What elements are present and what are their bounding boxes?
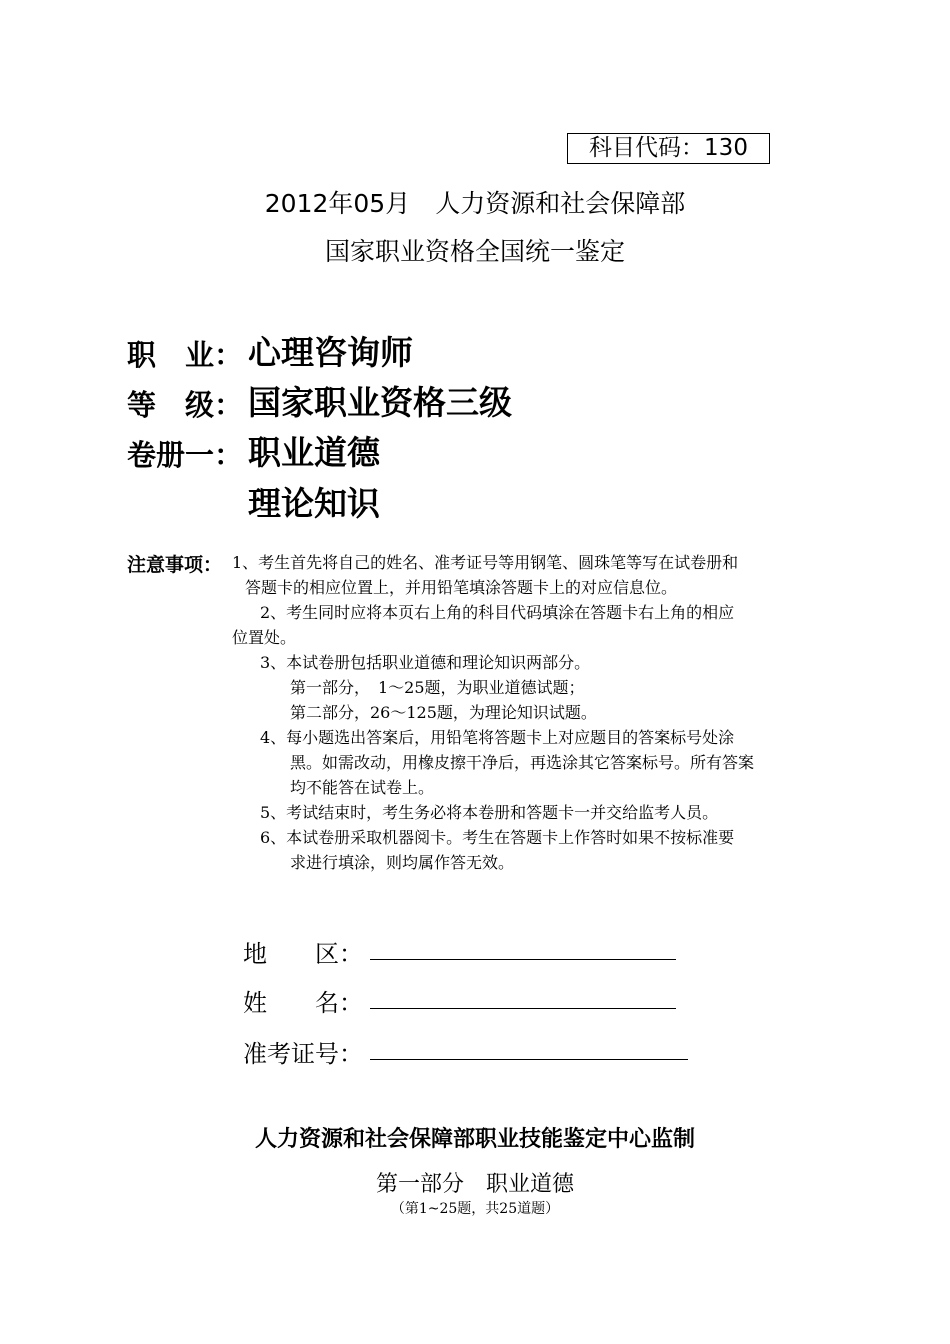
region-label: 地 区： [243, 940, 363, 968]
notice-line: 第一部分， 1～25题，为职业道德试题； [290, 678, 585, 697]
exam-date-authority: 2012年05月 人力资源和社会保障部 [264, 189, 686, 218]
level-value: 国家职业资格三级 [248, 383, 512, 422]
volume-value-ethics: 职业道德 [248, 433, 380, 472]
notice-line: 6、本试卷册采取机器阅卡。考生在答题卡上作答时如果不按标准要 [260, 828, 735, 847]
notice-line: 3、本试卷册包括职业道德和理论知识两部分。 [260, 653, 591, 672]
volume-value-theory: 理论知识 [248, 484, 380, 523]
exam-name: 国家职业资格全国统一鉴定 [324, 237, 625, 266]
name-label: 姓 名： [243, 989, 363, 1017]
notice-line: 第二部分，26～125题，为理论知识试题。 [290, 703, 597, 722]
part-subtitle: （第1~25题，共25道题） [390, 1201, 560, 1217]
supervising-organization: 人力资源和社会保障部职业技能鉴定中心监制 [254, 1127, 695, 1152]
occupation-label: 职 业： [127, 338, 244, 372]
subject-code-box: 科目代码：130 [567, 133, 770, 164]
notice-line: 位置处。 [232, 628, 297, 647]
occupation-value: 心理咨询师 [248, 333, 413, 372]
notice-line: 2、考生同时应将本页右上角的科目代码填涂在答题卡右上角的相应 [260, 603, 735, 622]
region-blank[interactable] [370, 959, 676, 960]
part-title: 第一部分 职业道德 [375, 1172, 574, 1197]
notice-line: 1、考生首先将自己的姓名、准考证号等用钢笔、圆珠笔等写在试卷册和 [232, 553, 739, 572]
level-label: 等 级： [127, 388, 244, 422]
notice-line: 黑。如需改动，用橡皮擦干净后，再选涂其它答案标号。所有答案 [290, 753, 755, 772]
notice-line: 4、每小题选出答案后，用铅笔将答题卡上对应题目的答案标号处涂 [260, 728, 735, 747]
notice-line: 答题卡的相应位置上，并用铅笔填涂答题卡上的对应信息位。 [245, 578, 678, 597]
ticket-number-label: 准考证号： [243, 1040, 363, 1068]
ticket-number-blank[interactable] [370, 1059, 688, 1060]
notice-line: 求进行填涂，则均属作答无效。 [290, 853, 515, 872]
notice-line: 均不能答在试卷上。 [290, 778, 435, 797]
name-blank[interactable] [370, 1008, 676, 1009]
volume-label: 卷册一： [127, 438, 244, 472]
notice-label: 注意事项： [127, 554, 223, 576]
notice-line: 5、考试结束时，考生务必将本卷册和答题卡一并交给监考人员。 [260, 803, 719, 822]
